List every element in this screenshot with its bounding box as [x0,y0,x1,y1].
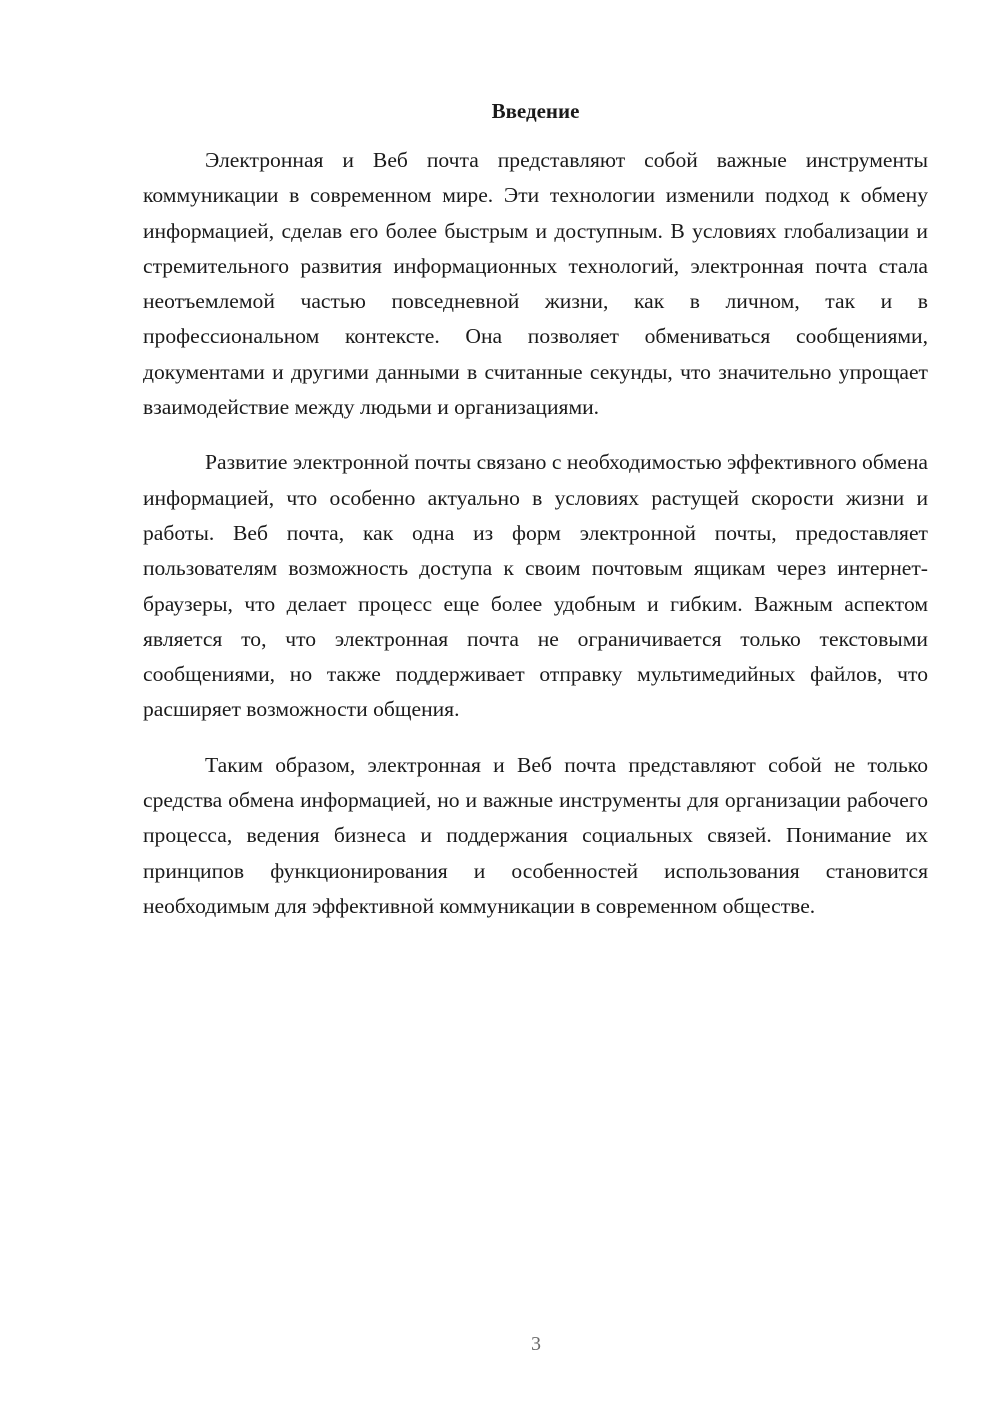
page-number: 3 [531,1333,541,1355]
paragraph-3: Таким образом, электронная и Веб почта представляют собой не только средства обмена информацией, но и важные инструменты для организации рабочего процесса, ведения бизнеса и поддержания социальных связей. Понимание их принципов функционирования и особенностей использования становится необходимым для эффективной коммуникации в современном обществе. [143,752,928,918]
paragraph-1: Электронная и Веб почта представляют собой важные инструменты коммуникации в современном мире. Эти технологии изменили подход к обмену информацией, сделав его более быстрым и доступным. В условиях глобализации и стремительного развития информационных технологий, электронная почта стала неотъемлемой частью повседневной жизни, как в личном, так и в профессиональном контексте. Она позволяет обмениваться сообщениями, документами и другими данными в считанные секунды, что значительно упрощает взаимодействие между людьми и организациями. [143,148,928,420]
paragraph-2: Развитие электронной почты связано с необходимостью эффективного обмена информацией, что особенно актуально в условиях растущей скорости жизни и работы. Веб почта, как одна из форм электронной почты, предоставляет пользователям возможность доступа к своим почтовым ящикам через интернет-браузеры, что делает процесс еще более удобным и гибким. Важным аспектом является то, что электронная почта не ограничивается только текстовыми сообщениями, но также поддерживает отправку мультимедийных файлов, что расширяет возможности общения. [143,450,928,722]
section-title: Введение [491,99,580,123]
body-text [143,143,928,944]
